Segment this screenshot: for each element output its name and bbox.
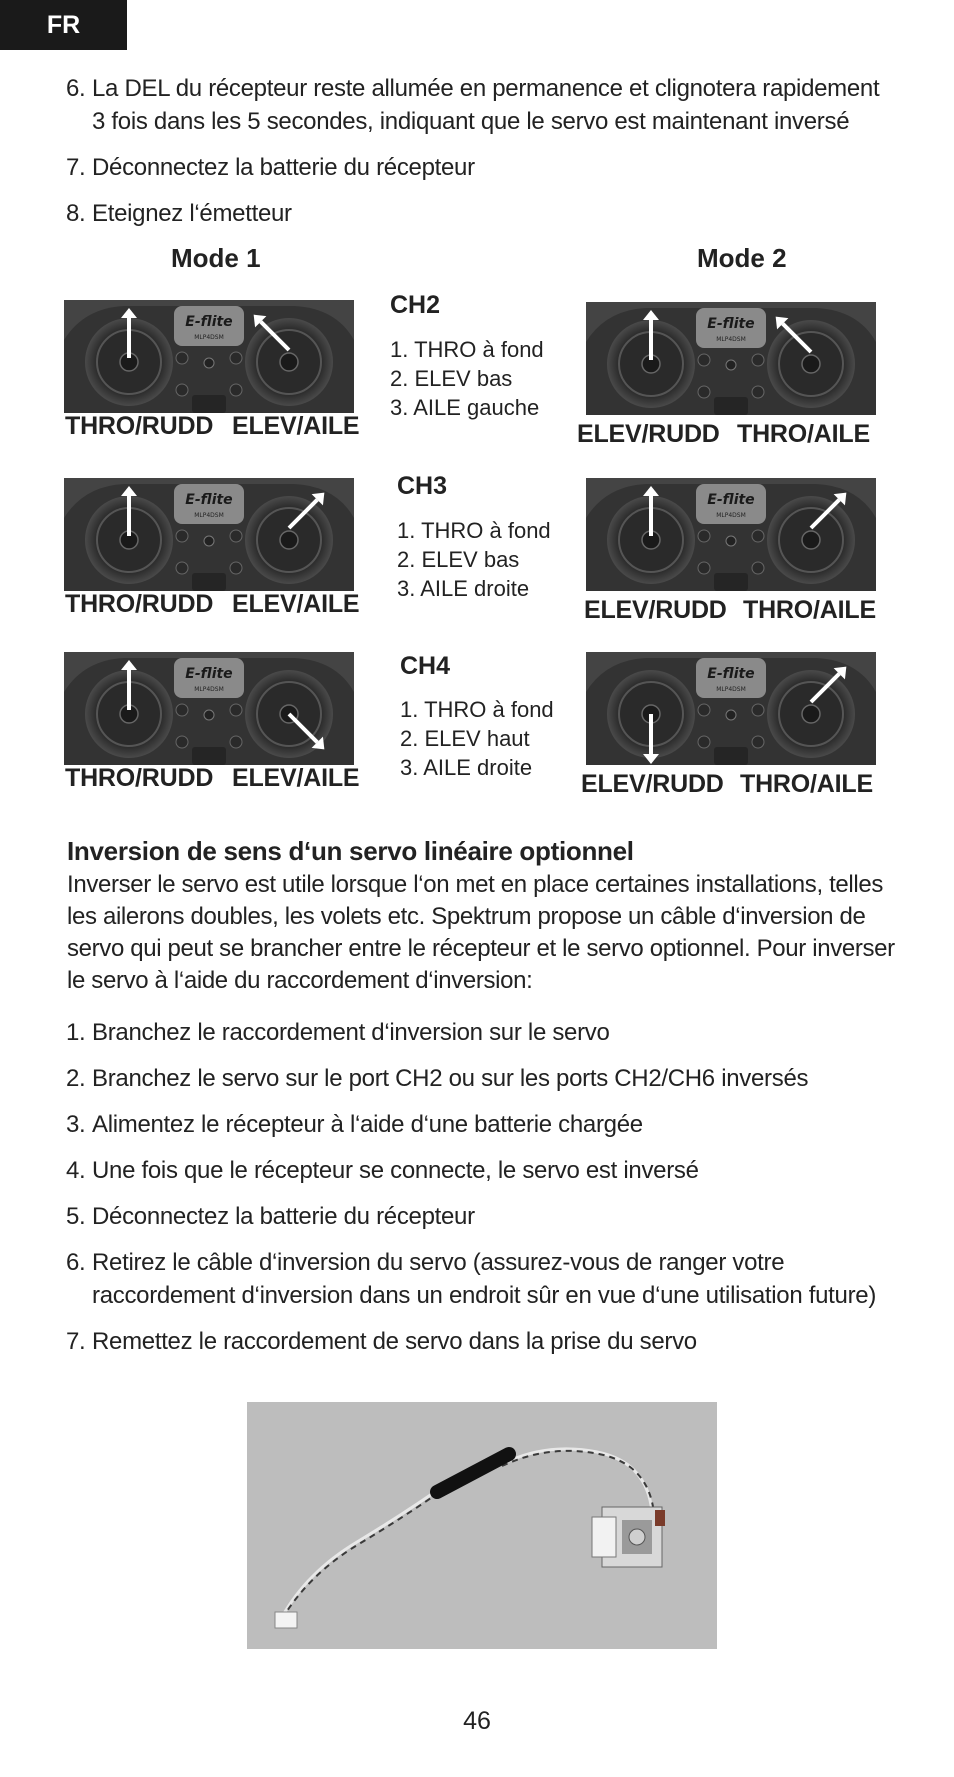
transmitter-illustration [586, 652, 876, 765]
transmitter-mode1-ch4 [64, 652, 354, 765]
transmitter-illustration [64, 478, 354, 591]
transmitter-mode2-ch4 [586, 652, 876, 765]
step-text: Eteignez l‘émetteur [92, 200, 292, 227]
transmitter-brand: E-flite [707, 316, 755, 332]
servo-reverse-cable-photo [247, 1402, 717, 1649]
step-text: Remettez le raccordement de servo dans la prise du servo [92, 1328, 697, 1355]
stick-label-left: ELEV/RUDD [577, 420, 720, 448]
page-number: 46 [463, 1707, 491, 1735]
step-text: Une fois que le récepteur se connecte, le servo est inversé [92, 1157, 699, 1184]
list-item: 2. ELEV bas [397, 547, 520, 572]
stick-label-left: THRO/RUDD [65, 412, 214, 440]
servo-cable-image [247, 1402, 717, 1649]
transmitter-illustration [586, 302, 876, 415]
step-number: 7. [66, 1328, 86, 1355]
step-number: 3. [66, 1111, 86, 1138]
section-body: Inverser le servo est utile lorsque l‘on met en place certaines installations, telles les ailerons doubles, les volets etc. Spektrum propose un câble d‘inversion de servo qui peut se brancher entre le récepteur et le servo optionnel. Pour inverser le servo à l‘aide du raccordement d‘inversion: [67, 871, 895, 994]
list-item: 3. AILE droite [400, 755, 533, 780]
transmitter-brand: E-flite [185, 492, 233, 508]
transmitter-mode1-ch3 [64, 478, 354, 591]
stick-label-right: THRO/AILE [737, 420, 870, 448]
list-item: 3. AILE droite [397, 576, 530, 601]
transmitter-model: MLP4DSM [716, 686, 746, 693]
list-item [66, 72, 894, 138]
language-tab: FR [0, 0, 127, 50]
transmitter-model: MLP4DSM [716, 512, 746, 519]
stick-label-right: THRO/AILE [740, 770, 873, 798]
stick-label-right: ELEV/AILE [232, 590, 360, 618]
list-item: 2. ELEV haut [400, 726, 530, 751]
step-text: La DEL du récepteur reste allumée en permanence et clignotera rapidement 3 fois dans les 5 secondes, indiquant que le servo est maintenant inversé [92, 75, 880, 135]
list-item [66, 1016, 894, 1049]
list-item [66, 1062, 894, 1095]
list-item: 1. THRO à fond [400, 697, 554, 722]
step-text: Retirez le câble d‘inversion du servo (assurez-vous de ranger votre raccordement d‘inversion dans un endroit sûr en vue d‘une utilisation future) [92, 1249, 877, 1309]
list-item [66, 1108, 894, 1141]
step-number: 8. [66, 200, 86, 227]
channel-title-ch2: CH2 [390, 291, 441, 319]
list-item [66, 1246, 894, 1312]
mode2-title: Mode 2 [697, 243, 787, 273]
list-item [66, 1325, 894, 1358]
transmitter-model: MLP4DSM [194, 686, 224, 693]
channel-steps-ch2 [390, 335, 544, 422]
step-number: 6. [66, 1249, 86, 1276]
step-number: 4. [66, 1157, 86, 1184]
stick-label-right: ELEV/AILE [232, 764, 360, 792]
list-item: 3. AILE gauche [390, 395, 540, 420]
list-item [66, 1154, 894, 1187]
transmitter-model: MLP4DSM [194, 334, 224, 341]
step-number: 6. [66, 75, 86, 102]
step-number: 1. [66, 1019, 86, 1046]
steps-top-list [66, 72, 894, 230]
transmitter-illustration [64, 300, 354, 413]
stick-label-left: ELEV/RUDD [581, 770, 724, 798]
steps-bottom-list [66, 1016, 894, 1358]
transmitter-brand: E-flite [707, 666, 755, 682]
list-item [66, 151, 894, 184]
transmitter-model: MLP4DSM [194, 512, 224, 519]
step-text: Branchez le servo sur le port CH2 ou sur les ports CH2/CH6 inversés [92, 1065, 809, 1092]
transmitter-mode2-ch3 [586, 478, 876, 591]
transmitter-mode2-ch2 [586, 302, 876, 415]
list-item: 1. THRO à fond [397, 518, 551, 543]
channel-steps-ch4 [400, 695, 554, 782]
list-item [66, 1200, 894, 1233]
transmitter-mode1-ch2 [64, 300, 354, 413]
stick-label-left: ELEV/RUDD [584, 596, 727, 624]
stick-label-left: THRO/RUDD [65, 764, 214, 792]
section-title: Inversion de sens d‘un servo linéaire optionnel [67, 836, 634, 866]
step-number: 5. [66, 1203, 86, 1230]
stick-label-right: ELEV/AILE [232, 412, 360, 440]
transmitter-model: MLP4DSM [716, 336, 746, 343]
step-number: 2. [66, 1065, 86, 1092]
stick-label-left: THRO/RUDD [65, 590, 214, 618]
step-number: 7. [66, 154, 86, 181]
transmitter-brand: E-flite [185, 314, 233, 330]
transmitter-brand: E-flite [707, 492, 755, 508]
stick-label-right: THRO/AILE [743, 596, 876, 624]
transmitter-illustration [64, 652, 354, 765]
step-text: Déconnectez la batterie du récepteur [92, 1203, 475, 1230]
transmitter-illustration [586, 478, 876, 591]
mode1-title: Mode 1 [171, 243, 261, 273]
step-text: Déconnectez la batterie du récepteur [92, 154, 475, 181]
list-item [66, 197, 894, 230]
channel-title-ch4: CH4 [400, 652, 451, 680]
channel-title-ch3: CH3 [397, 472, 448, 500]
list-item: 2. ELEV bas [390, 366, 513, 391]
transmitter-brand: E-flite [185, 666, 233, 682]
channel-steps-ch3 [397, 516, 551, 603]
step-text: Alimentez le récepteur à l‘aide d‘une batterie chargée [92, 1111, 643, 1138]
list-item: 1. THRO à fond [390, 337, 544, 362]
step-text: Branchez le raccordement d‘inversion sur le servo [92, 1019, 610, 1046]
